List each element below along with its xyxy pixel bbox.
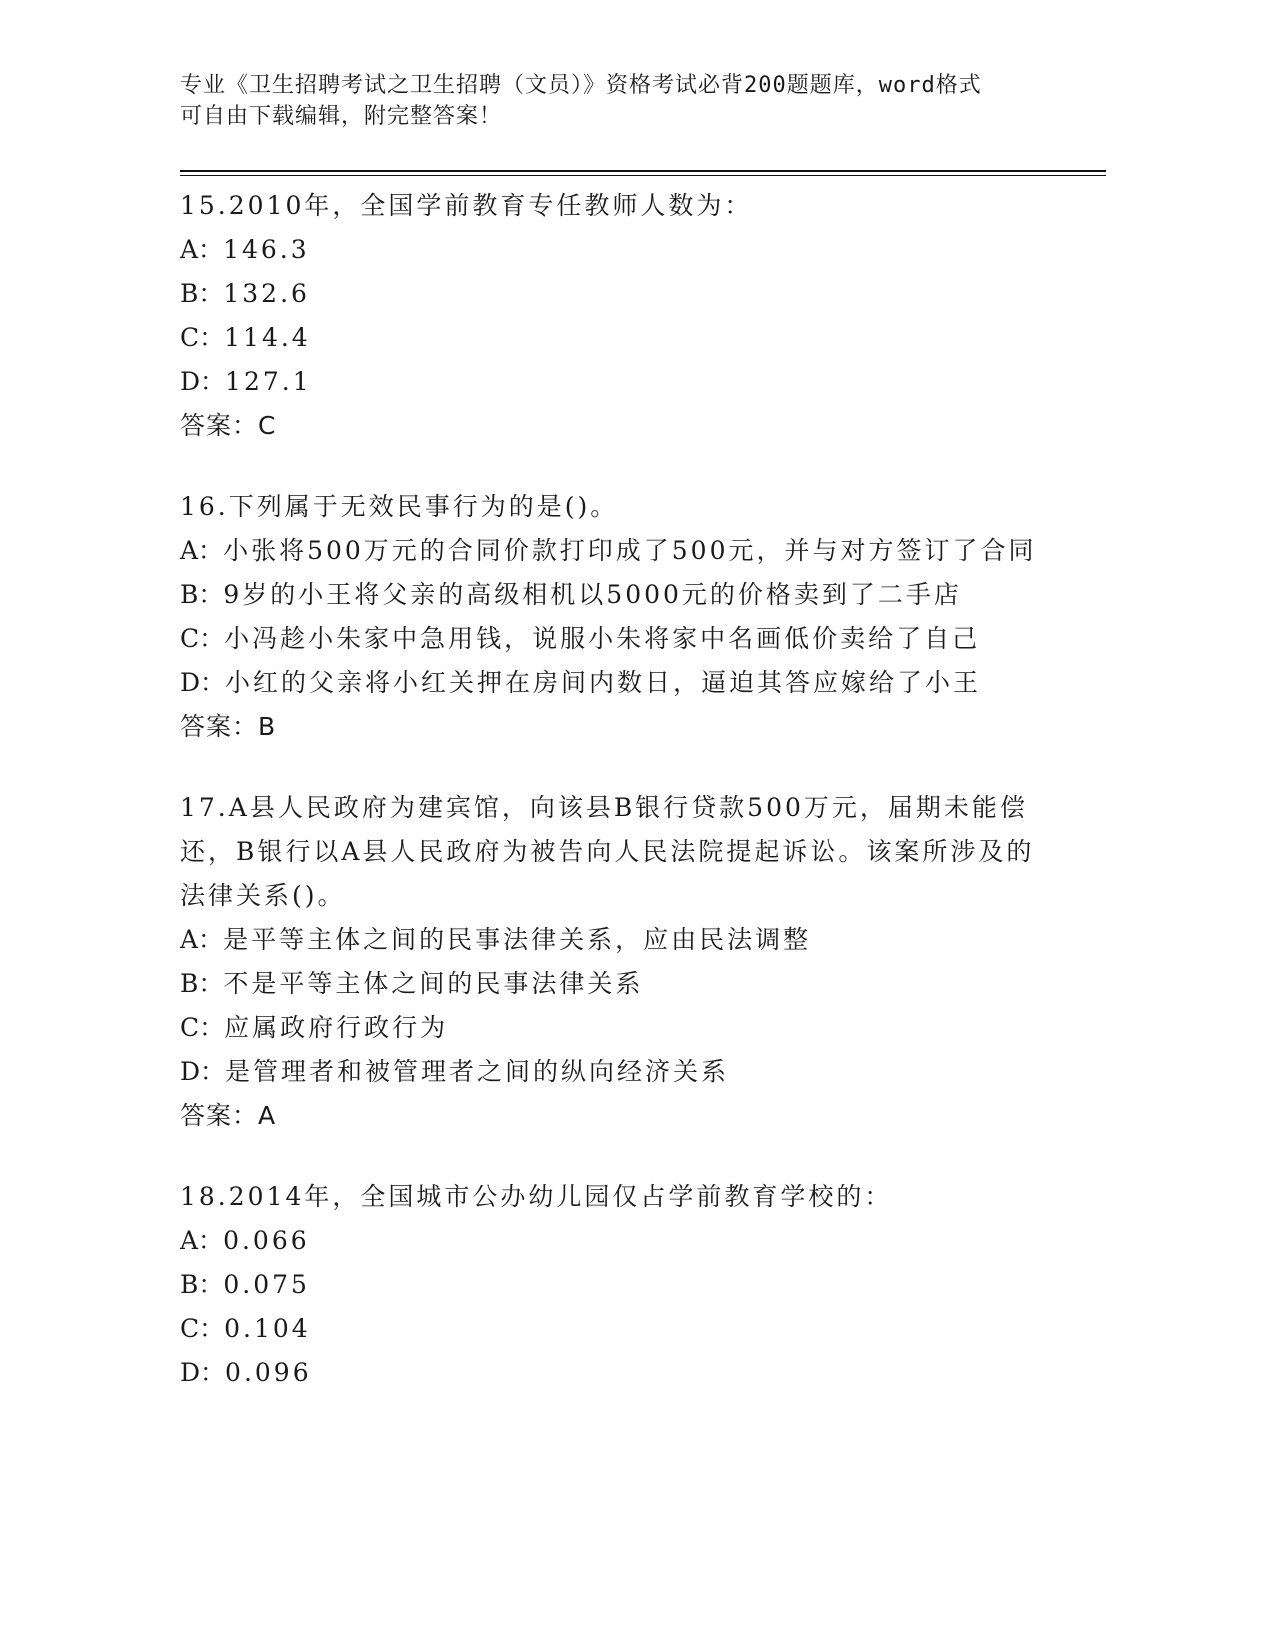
question-list [180,184,1080,1432]
option-letter: C： [180,1314,225,1343]
document-header [180,70,1060,132]
option-text: 小冯趁小朱家中急用钱，说服小朱将家中名画低价卖给了自己 [224,624,981,653]
question-stem: 18.2014年，全国城市公办幼儿园仅占学前教育学校的： [180,1182,893,1211]
option-text: 132.6 [223,279,310,308]
answer-option [180,1263,1080,1307]
answer-option [180,661,1080,705]
answer-option [180,918,1080,962]
option-text: 小张将500万元的合同价款打印成了500元，并与对方签订了合同 [223,536,1037,565]
option-text: 127.1 [225,367,312,396]
option-letter: D： [180,367,226,396]
question-block [180,485,1080,749]
answer-key: 答案：A [180,1101,277,1130]
answer-option [180,1050,1080,1094]
option-letter: D： [180,1358,226,1387]
option-letter: B： [180,1270,224,1299]
answer-option [180,617,1080,661]
answer-option [180,1006,1080,1050]
option-letter: C： [180,323,225,352]
option-letter: D： [180,668,226,697]
option-text: 0.066 [223,1226,310,1255]
question-stem: 17.A县人民政府为建宾馆，向该县B银行贷款500万元，届期未能偿 [180,793,1028,822]
answer-option [180,228,1080,272]
option-text: 114.4 [224,323,311,352]
answer-option [180,1219,1080,1263]
option-letter: A： [180,925,224,954]
question-stem: 15.2010年，全国学前教育专任教师人数为： [180,191,753,220]
option-letter: D： [180,1057,226,1086]
answer-option [180,272,1080,316]
answer-option [180,529,1080,573]
option-letter: B： [180,279,224,308]
option-text: 小红的父亲将小红关押在房间内数日，逼迫其答应嫁给了小王 [225,668,982,697]
option-text: 146.3 [223,235,310,264]
answer-key: 答案：C [180,411,277,440]
question-block [180,1175,1080,1395]
answer-key: 答案：B [180,712,277,741]
header-title-line-2: 可自由下载编辑，附完整答案！ [180,104,503,129]
answer-option [180,573,1080,617]
option-letter: B： [180,580,224,609]
option-text: 不是平等主体之间的民事法律关系 [223,969,644,998]
answer-option [180,962,1080,1006]
option-letter: C： [180,624,225,653]
option-letter: A： [180,536,224,565]
question-block [180,786,1080,1138]
option-text: 0.096 [225,1358,312,1387]
question-stem: 还，B银行以A县人民政府为被告向人民法院提起诉讼。该案所涉及的 [180,837,1035,866]
question-stem: 16.下列属于无效民事行为的是()。 [180,492,619,521]
option-letter: B： [180,969,224,998]
option-letter: C： [180,1013,225,1042]
answer-option [180,316,1080,360]
answer-option [180,1351,1080,1395]
option-letter: A： [180,1226,224,1255]
question-block [180,184,1080,448]
option-text: 是管理者和被管理者之间的纵向经济关系 [225,1057,730,1086]
option-text: 应属政府行政行为 [224,1013,449,1042]
header-title-line-1: 专业《卫生招聘考试之卫生招聘（文员）》资格考试必背200题题库，word格式 [180,73,982,98]
option-text: 9岁的小王将父亲的高级相机以5000元的价格卖到了二手店 [223,580,962,609]
option-text: 是平等主体之间的民事法律关系，应由民法调整 [223,925,812,954]
header-divider-thick [180,170,1106,172]
option-text: 0.104 [224,1314,311,1343]
answer-option [180,360,1080,404]
option-letter: A： [180,235,224,264]
question-stem: 法律关系()。 [180,881,346,910]
answer-option [180,1307,1080,1351]
header-divider-thin [180,175,1106,176]
option-text: 0.075 [223,1270,310,1299]
